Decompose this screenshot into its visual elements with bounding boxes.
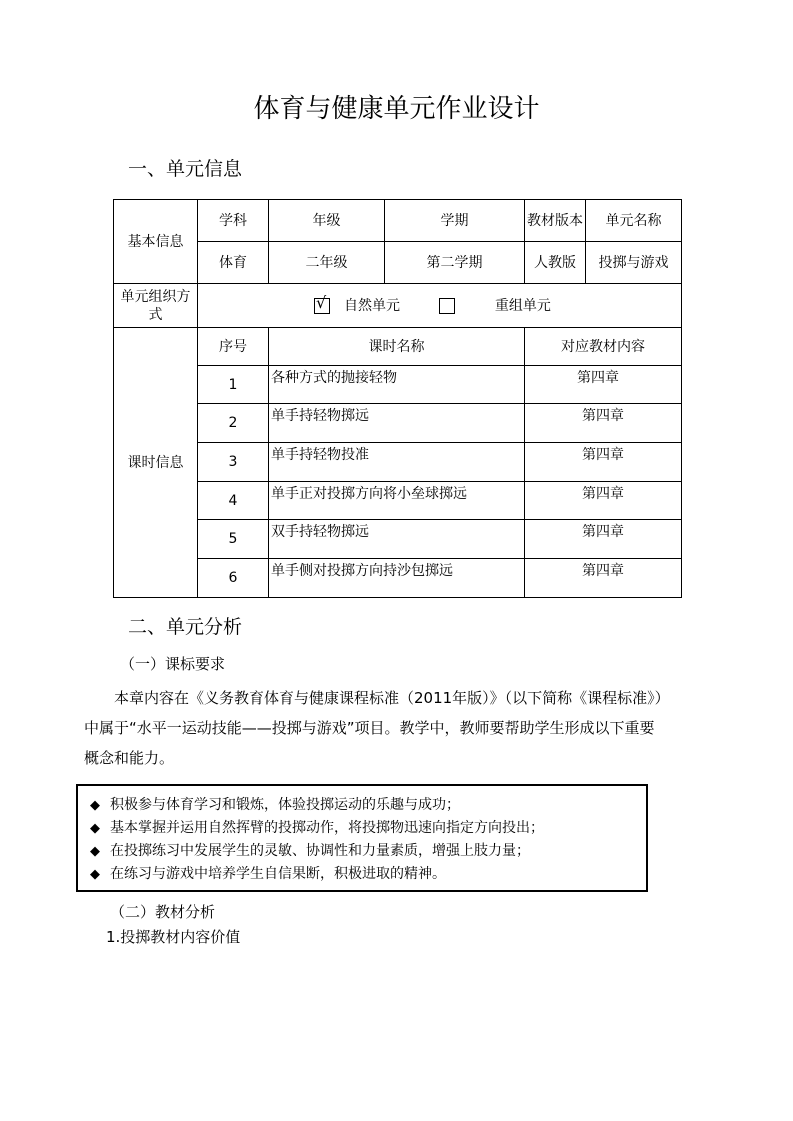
lesson-no: 2 <box>198 404 269 443</box>
table-row <box>114 366 682 404</box>
lesson-content: 第四章 <box>525 482 682 520</box>
subheading-curriculum: （一）课标要求 <box>120 655 226 673</box>
header-textbook-version: 教材版本 <box>525 200 586 242</box>
table-row <box>114 520 682 559</box>
list-item <box>90 794 646 817</box>
diamond-bullet-icon: ◆ <box>90 867 100 882</box>
lesson-no: 5 <box>198 520 269 559</box>
natural-unit-label: 自然单元 <box>344 297 400 314</box>
lesson-header-name: 课时名称 <box>269 328 525 366</box>
lesson-name: 单手持轻物投准 <box>269 443 525 482</box>
page-title: 体育与健康单元作业设计 <box>253 94 540 124</box>
lesson-name: 各种方式的抛接轻物 <box>269 366 525 404</box>
diamond-bullet-icon: ◆ <box>90 821 100 836</box>
list-item <box>90 840 646 863</box>
natural-unit-checkbox[interactable] <box>314 292 330 314</box>
section-heading-unit-analysis: 二、单元分析 <box>128 616 243 638</box>
org-options <box>198 284 682 328</box>
list-item-text: 在投掷练习中发展学生的灵敏、协调性和力量素质，增强上肢力量； <box>110 843 530 859</box>
lesson-content: 第四章 <box>525 443 682 482</box>
lesson-name: 双手持轻物掷远 <box>269 520 525 559</box>
lesson-name: 单手侧对投掷方向持沙包掷远 <box>269 559 525 598</box>
paragraph-line: 中属于“水平一运动技能——投掷与游戏”项目。教学中，教师要帮助学生形成以下重要 <box>84 719 655 737</box>
value-semester: 第二学期 <box>385 242 525 284</box>
header-subject: 学科 <box>198 200 269 242</box>
requirements-list <box>78 786 646 886</box>
value-subject: 体育 <box>198 242 269 284</box>
unit-info-table <box>113 199 682 598</box>
lesson-header-no: 序号 <box>198 328 269 366</box>
table-row <box>114 443 682 482</box>
regroup-unit-label: 重组单元 <box>494 297 551 314</box>
paragraph-line <box>84 683 724 713</box>
list-item <box>90 863 646 886</box>
diamond-bullet-icon: ◆ <box>90 798 100 813</box>
list-item-text: 积极参与体育学习和锻炼，体验投掷运动的乐趣与成功； <box>110 797 460 813</box>
lesson-content: 第四章 <box>525 366 682 404</box>
list-item-text: 在练习与游戏中培养学生自信果断，积极进取的精神。 <box>110 866 446 882</box>
table-row <box>114 482 682 520</box>
lesson-no: 6 <box>198 559 269 598</box>
lesson-content: 第四章 <box>525 559 682 598</box>
curriculum-paragraph <box>84 683 724 773</box>
lesson-content: 第四章 <box>525 520 682 559</box>
value-unit-name: 投掷与游戏 <box>586 242 682 284</box>
value-grade: 二年级 <box>269 242 385 284</box>
header-grade: 年级 <box>269 200 385 242</box>
header-semester: 学期 <box>385 200 525 242</box>
lesson-no: 1 <box>198 366 269 404</box>
org-label: 单元组织方式 <box>114 284 198 328</box>
paragraph-line-text: 本章内容在《义务教育体育与健康课程标准（2011年版）》（以下简称《课程标准》） <box>114 689 670 707</box>
lesson-name: 单手正对投掷方向将小垒球掷远 <box>269 482 525 520</box>
requirements-box <box>76 784 648 892</box>
header-unit-name: 单元名称 <box>586 200 682 242</box>
lesson-no: 3 <box>198 443 269 482</box>
check-mark-icon: √ <box>316 292 327 312</box>
section-heading-unit-info: 一、单元信息 <box>128 158 243 180</box>
basic-info-label: 基本信息 <box>114 200 198 284</box>
value-textbook-version: 人教版 <box>525 242 586 284</box>
table-row <box>114 404 682 443</box>
table-row <box>114 559 682 598</box>
subheading-textbook-analysis: （二）教材分析 <box>110 903 216 921</box>
lesson-name: 单手持轻物掷远 <box>269 404 525 443</box>
lesson-info-label: 课时信息 <box>114 328 198 598</box>
lesson-header-content: 对应教材内容 <box>525 328 682 366</box>
list-item <box>90 817 646 840</box>
lesson-no: 4 <box>198 482 269 520</box>
numbered-item-1: 1.投掷教材内容价值 <box>106 928 241 946</box>
regroup-unit-checkbox[interactable] <box>439 298 455 314</box>
list-item-text: 基本掌握并运用自然挥臂的投掷动作，将投掷物迅速向指定方向投出； <box>110 820 544 836</box>
diamond-bullet-icon: ◆ <box>90 844 100 859</box>
lesson-content: 第四章 <box>525 404 682 443</box>
paragraph-line: 概念和能力。 <box>84 749 175 767</box>
